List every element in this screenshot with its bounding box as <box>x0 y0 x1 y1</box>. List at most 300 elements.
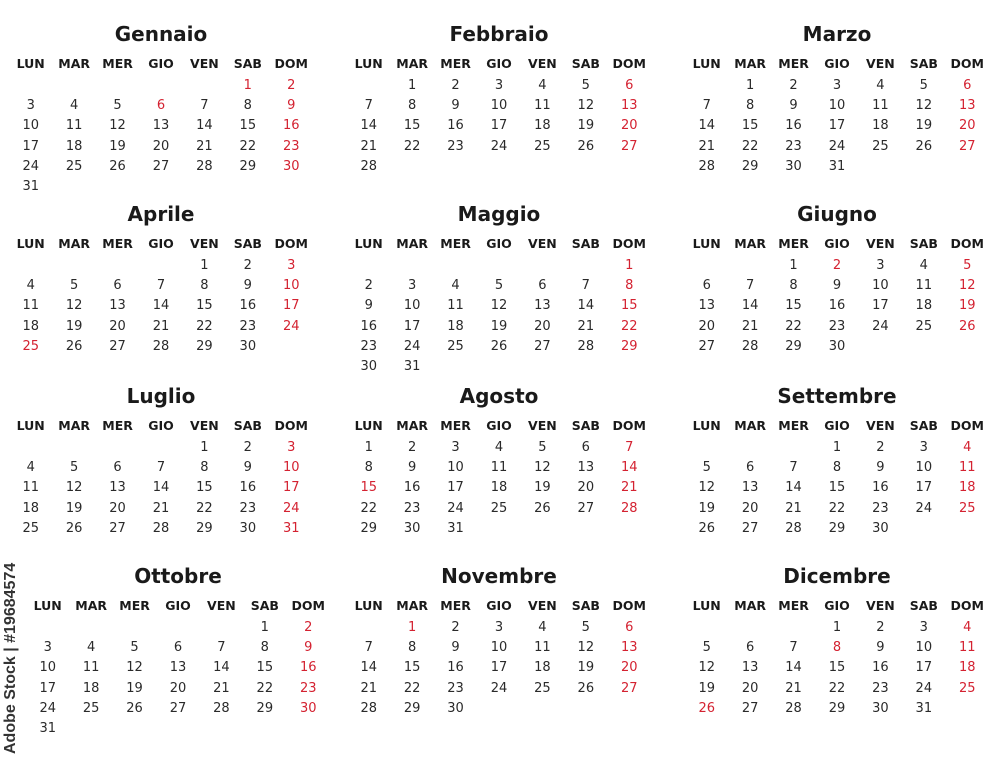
week-row <box>685 276 989 296</box>
weekday-label: VEN <box>866 598 895 613</box>
weekday-label: MER <box>102 236 133 251</box>
week-row <box>685 658 989 678</box>
weekday-header <box>347 418 651 434</box>
weekday-label: LUN <box>354 418 383 433</box>
week-row <box>347 638 651 658</box>
day-cell: 23 <box>239 318 257 334</box>
day-cell: 6 <box>745 460 755 476</box>
week-row <box>347 137 651 157</box>
empty-cell <box>477 256 520 276</box>
day-cell: 1 <box>407 78 417 93</box>
week-row <box>9 276 313 296</box>
day-cell: 17 <box>872 298 889 314</box>
empty-cell <box>521 699 564 719</box>
day-cell: 14 <box>213 660 230 676</box>
day-cell: 25 <box>915 318 933 334</box>
day-cell: 4 <box>26 278 35 294</box>
day-cell: 16 <box>828 298 846 314</box>
day-cell: 11 <box>82 660 100 676</box>
day-cell: 26 <box>109 158 126 174</box>
day-cell: 9 <box>407 460 417 476</box>
weekday-label: MAR <box>58 236 90 251</box>
weekday-label: VEN <box>866 236 895 251</box>
day-cell: 30 <box>239 520 257 536</box>
day-grid <box>9 256 313 357</box>
weekday-label: VEN <box>866 418 895 433</box>
weekday-label: SAB <box>571 598 600 613</box>
watermark: Adobe Stock | #19684574 <box>2 562 19 754</box>
day-cell: 28 <box>196 158 213 174</box>
day-cell: 26 <box>126 700 143 716</box>
day-cell: 12 <box>577 98 595 114</box>
month-ottobre <box>26 542 330 736</box>
day-cell: 15 <box>196 480 213 496</box>
empty-cell <box>347 76 390 96</box>
day-cell: 28 <box>785 700 802 716</box>
day-cell: 30 <box>872 520 889 536</box>
week-row <box>9 116 313 136</box>
day-cell: 23 <box>299 680 317 696</box>
day-cell: 24 <box>872 318 889 334</box>
empty-cell <box>608 519 651 539</box>
weekday-label: MAR <box>58 56 90 71</box>
day-cell: 19 <box>490 318 508 334</box>
empty-cell <box>390 157 433 177</box>
day-cell: 18 <box>82 680 100 696</box>
day-cell: 18 <box>872 118 889 134</box>
day-cell: 30 <box>282 158 300 174</box>
empty-cell <box>52 76 95 96</box>
weekday-header <box>685 418 989 434</box>
empty-cell <box>434 157 477 177</box>
day-cell: 24 <box>915 500 933 516</box>
week-row <box>685 76 989 96</box>
day-cell: 19 <box>577 118 595 134</box>
month-aprile <box>9 180 313 360</box>
day-cell: 26 <box>958 318 976 334</box>
day-cell: 7 <box>789 640 798 656</box>
day-cell: 22 <box>239 138 257 154</box>
day-cell: 31 <box>915 700 933 716</box>
day-cell: 21 <box>152 500 170 516</box>
weekday-label: MAR <box>734 236 766 251</box>
day-cell: 27 <box>620 138 638 154</box>
empty-cell <box>183 76 226 96</box>
week-row <box>685 96 989 116</box>
weekday-label: DOM <box>291 598 325 613</box>
day-cell: 21 <box>196 138 213 154</box>
day-cell: 20 <box>109 500 126 516</box>
month-title: Aprile <box>127 202 195 226</box>
day-cell: 1 <box>832 620 842 635</box>
day-cell: 25 <box>447 338 464 354</box>
day-grid <box>685 256 989 357</box>
empty-cell <box>946 157 989 177</box>
day-cell: 31 <box>22 178 39 194</box>
day-cell: 17 <box>39 680 56 696</box>
day-cell: 18 <box>65 138 83 154</box>
day-cell: 22 <box>196 500 213 516</box>
day-cell: 14 <box>741 298 759 314</box>
day-cell: 24 <box>447 500 464 516</box>
weekday-label: SAB <box>233 418 262 433</box>
day-cell: 28 <box>785 520 802 536</box>
day-cell: 22 <box>196 318 213 334</box>
day-cell: 31 <box>403 358 421 374</box>
week-row <box>685 458 989 478</box>
day-cell: 4 <box>494 440 504 455</box>
day-cell: 13 <box>109 298 126 314</box>
week-row <box>26 638 330 658</box>
day-cell: 17 <box>22 138 39 154</box>
weekday-label: GIO <box>486 418 512 433</box>
day-cell: 29 <box>239 158 257 174</box>
day-cell: 21 <box>698 138 715 154</box>
weekday-label: MAR <box>58 418 90 433</box>
empty-cell <box>156 719 199 739</box>
day-cell: 4 <box>538 620 547 635</box>
week-row <box>347 458 651 478</box>
day-cell: 29 <box>785 338 802 354</box>
day-cell: 18 <box>447 318 464 334</box>
day-cell: 28 <box>152 520 170 536</box>
day-cell: 13 <box>152 118 170 134</box>
day-cell: 13 <box>534 298 551 314</box>
day-cell: 3 <box>919 440 928 455</box>
day-cell: 26 <box>65 338 83 354</box>
empty-cell <box>139 438 182 458</box>
day-grid <box>9 76 313 197</box>
week-row <box>685 699 989 719</box>
day-cell: 25 <box>65 158 83 174</box>
day-cell: 27 <box>577 500 595 516</box>
day-cell: 12 <box>577 640 595 656</box>
day-cell: 22 <box>403 138 421 154</box>
day-cell: 12 <box>126 660 143 676</box>
day-cell: 11 <box>958 640 976 656</box>
day-cell: 27 <box>109 338 126 354</box>
month-title: Marzo <box>802 22 872 46</box>
day-cell: 9 <box>243 460 252 476</box>
day-cell: 4 <box>86 640 96 656</box>
day-cell: 19 <box>698 680 715 696</box>
weekday-label: MAR <box>734 598 766 613</box>
day-cell: 31 <box>39 720 56 736</box>
day-cell: 15 <box>403 118 421 134</box>
day-cell: 8 <box>832 640 842 656</box>
day-cell: 21 <box>360 138 377 154</box>
day-cell: 5 <box>494 278 504 294</box>
day-cell: 12 <box>490 298 508 314</box>
week-row <box>347 519 651 539</box>
weekday-label: MAR <box>734 418 766 433</box>
empty-cell <box>902 519 945 539</box>
day-cell: 23 <box>239 500 257 516</box>
day-cell: 12 <box>915 98 933 114</box>
day-cell: 18 <box>22 318 39 334</box>
day-cell: 8 <box>745 98 755 114</box>
weekday-label: LUN <box>692 598 721 613</box>
day-cell: 21 <box>577 318 595 334</box>
day-cell: 7 <box>364 98 373 114</box>
day-cell: 20 <box>109 318 126 334</box>
day-cell: 28 <box>741 338 759 354</box>
day-cell: 30 <box>239 338 257 354</box>
day-cell: 23 <box>360 338 377 354</box>
day-cell: 1 <box>407 620 417 635</box>
day-cell: 14 <box>152 480 170 496</box>
day-cell: 18 <box>915 298 933 314</box>
day-cell: 15 <box>828 480 846 496</box>
day-cell: 7 <box>156 460 166 476</box>
day-grid <box>9 438 313 539</box>
day-cell: 16 <box>447 118 464 134</box>
week-row <box>9 157 313 177</box>
day-cell: 4 <box>69 98 79 114</box>
day-cell: 5 <box>130 640 139 656</box>
day-cell: 7 <box>200 98 209 114</box>
weekday-label: GIO <box>148 56 174 71</box>
day-cell: 25 <box>872 138 889 154</box>
day-cell: 20 <box>577 480 595 496</box>
day-cell: 27 <box>741 700 759 716</box>
day-cell: 25 <box>958 500 976 516</box>
empty-cell <box>772 618 815 638</box>
day-cell: 25 <box>82 700 100 716</box>
day-cell: 28 <box>360 158 377 174</box>
week-row <box>685 638 989 658</box>
weekday-label: LUN <box>354 598 383 613</box>
weekday-label: VEN <box>190 56 219 71</box>
day-cell: 27 <box>109 520 126 536</box>
month-luglio <box>9 362 313 542</box>
empty-cell <box>96 256 139 276</box>
weekday-label: SAB <box>909 236 938 251</box>
weekday-label: MER <box>102 56 133 71</box>
day-cell: 11 <box>65 118 83 134</box>
week-row <box>347 256 651 276</box>
day-cell: 5 <box>581 78 590 93</box>
day-cell: 6 <box>538 278 547 294</box>
day-cell: 9 <box>832 278 842 294</box>
day-cell: 21 <box>741 318 759 334</box>
month-gennaio <box>9 0 313 194</box>
weekday-label: LUN <box>16 56 45 71</box>
weekday-label: DOM <box>612 598 646 613</box>
day-cell: 31 <box>447 520 464 536</box>
day-cell: 6 <box>156 98 166 114</box>
week-row <box>347 76 651 96</box>
day-cell: 7 <box>625 440 634 455</box>
day-cell: 10 <box>282 460 300 476</box>
weekday-label: GIO <box>486 56 512 71</box>
month-giugno <box>685 180 989 360</box>
day-cell: 25 <box>534 680 551 696</box>
day-cell: 20 <box>698 318 715 334</box>
month-febbraio <box>347 0 651 180</box>
empty-cell <box>96 438 139 458</box>
day-grid <box>685 76 989 177</box>
day-cell: 2 <box>243 258 252 273</box>
day-cell: 8 <box>364 460 373 476</box>
empty-cell <box>946 699 989 719</box>
weekday-label: MER <box>778 598 809 613</box>
day-cell: 9 <box>789 98 798 114</box>
day-cell: 14 <box>577 298 595 314</box>
month-marzo <box>685 0 989 180</box>
weekday-label: DOM <box>274 418 308 433</box>
day-cell: 12 <box>534 460 551 476</box>
day-cell: 9 <box>451 640 460 656</box>
weekday-label: MER <box>102 418 133 433</box>
day-cell: 24 <box>282 318 300 334</box>
week-row <box>347 157 651 177</box>
day-cell: 30 <box>360 358 377 374</box>
day-cell: 25 <box>22 520 39 536</box>
weekday-label: MAR <box>396 56 428 71</box>
day-cell: 11 <box>534 98 551 114</box>
day-cell: 22 <box>828 500 846 516</box>
day-cell: 12 <box>65 298 83 314</box>
empty-cell <box>26 618 69 638</box>
day-cell: 23 <box>403 500 421 516</box>
day-cell: 1 <box>200 258 209 273</box>
weekday-label: DOM <box>950 56 984 71</box>
day-cell: 16 <box>239 480 257 496</box>
weekday-label: LUN <box>354 236 383 251</box>
day-cell: 26 <box>915 138 933 154</box>
day-cell: 29 <box>403 700 421 716</box>
empty-cell <box>477 157 520 177</box>
week-row <box>685 337 989 357</box>
day-cell: 19 <box>109 138 126 154</box>
day-cell: 15 <box>403 660 421 676</box>
week-row <box>685 478 989 498</box>
week-row <box>9 519 313 539</box>
empty-cell <box>347 256 390 276</box>
day-cell: 10 <box>39 660 56 676</box>
day-cell: 29 <box>256 700 274 716</box>
day-cell: 14 <box>360 118 377 134</box>
weekday-label: MAR <box>396 598 428 613</box>
day-cell: 9 <box>304 640 313 656</box>
day-cell: 15 <box>256 660 274 676</box>
empty-cell <box>564 157 607 177</box>
day-cell: 22 <box>741 138 759 154</box>
day-cell: 8 <box>260 640 269 656</box>
day-cell: 8 <box>789 278 798 294</box>
day-cell: 15 <box>785 298 802 314</box>
day-cell: 5 <box>702 640 711 656</box>
weekday-label: MER <box>440 236 471 251</box>
weekday-label: MAR <box>734 56 766 71</box>
empty-cell <box>113 719 156 739</box>
day-cell: 22 <box>403 680 421 696</box>
week-row <box>685 256 989 276</box>
weekday-header <box>347 56 651 72</box>
weekday-label: SAB <box>909 56 938 71</box>
day-cell: 13 <box>958 98 976 114</box>
week-row <box>9 256 313 276</box>
day-cell: 30 <box>403 520 421 536</box>
weekday-label: VEN <box>190 236 219 251</box>
week-row <box>347 658 651 678</box>
day-cell: 28 <box>577 338 595 354</box>
weekday-header <box>685 598 989 614</box>
day-cell: 5 <box>963 258 972 273</box>
day-cell: 22 <box>620 318 638 334</box>
empty-cell <box>564 519 607 539</box>
week-row <box>9 137 313 157</box>
empty-cell <box>685 618 728 638</box>
day-cell: 29 <box>828 700 846 716</box>
day-cell: 11 <box>534 640 551 656</box>
day-cell: 17 <box>490 660 508 676</box>
week-row <box>347 276 651 296</box>
day-cell: 18 <box>490 480 508 496</box>
day-cell: 19 <box>534 480 551 496</box>
weekday-label: SAB <box>250 598 279 613</box>
day-cell: 22 <box>360 500 377 516</box>
week-row <box>685 679 989 699</box>
day-cell: 5 <box>702 460 711 476</box>
day-cell: 29 <box>828 520 846 536</box>
day-cell: 30 <box>785 158 802 174</box>
month-settembre <box>685 362 989 542</box>
day-grid <box>26 618 330 739</box>
week-row <box>9 337 313 357</box>
weekday-label: GIO <box>824 56 850 71</box>
day-cell: 2 <box>789 78 798 93</box>
day-cell: 24 <box>39 700 56 716</box>
day-cell: 4 <box>876 78 885 93</box>
week-row <box>347 499 651 519</box>
day-cell: 1 <box>200 440 209 455</box>
weekday-label: GIO <box>148 236 174 251</box>
day-cell: 17 <box>915 480 933 496</box>
day-cell: 3 <box>26 98 35 114</box>
day-cell: 29 <box>741 158 759 174</box>
day-cell: 3 <box>451 440 460 455</box>
day-cell: 18 <box>22 500 39 516</box>
day-cell: 4 <box>538 78 547 93</box>
day-cell: 9 <box>287 98 296 114</box>
empty-cell <box>200 719 243 739</box>
week-row <box>685 296 989 316</box>
day-cell: 7 <box>156 278 166 294</box>
day-cell: 14 <box>785 660 802 676</box>
empty-cell <box>608 157 651 177</box>
day-cell: 2 <box>876 440 885 455</box>
day-cell: 3 <box>494 78 504 93</box>
empty-cell <box>113 618 156 638</box>
day-cell: 19 <box>65 318 83 334</box>
day-cell: 4 <box>26 460 35 476</box>
month-title: Febbraio <box>449 22 549 46</box>
day-cell: 3 <box>287 440 296 455</box>
month-title: Gennaio <box>114 22 208 46</box>
week-row <box>685 116 989 136</box>
weekday-label: MER <box>778 56 809 71</box>
day-cell: 11 <box>872 98 889 114</box>
weekday-label: VEN <box>528 418 557 433</box>
day-cell: 30 <box>447 700 464 716</box>
day-cell: 26 <box>65 520 83 536</box>
day-cell: 2 <box>364 278 373 294</box>
day-cell: 8 <box>243 98 252 114</box>
day-cell: 4 <box>963 620 972 635</box>
day-cell: 14 <box>698 118 715 134</box>
